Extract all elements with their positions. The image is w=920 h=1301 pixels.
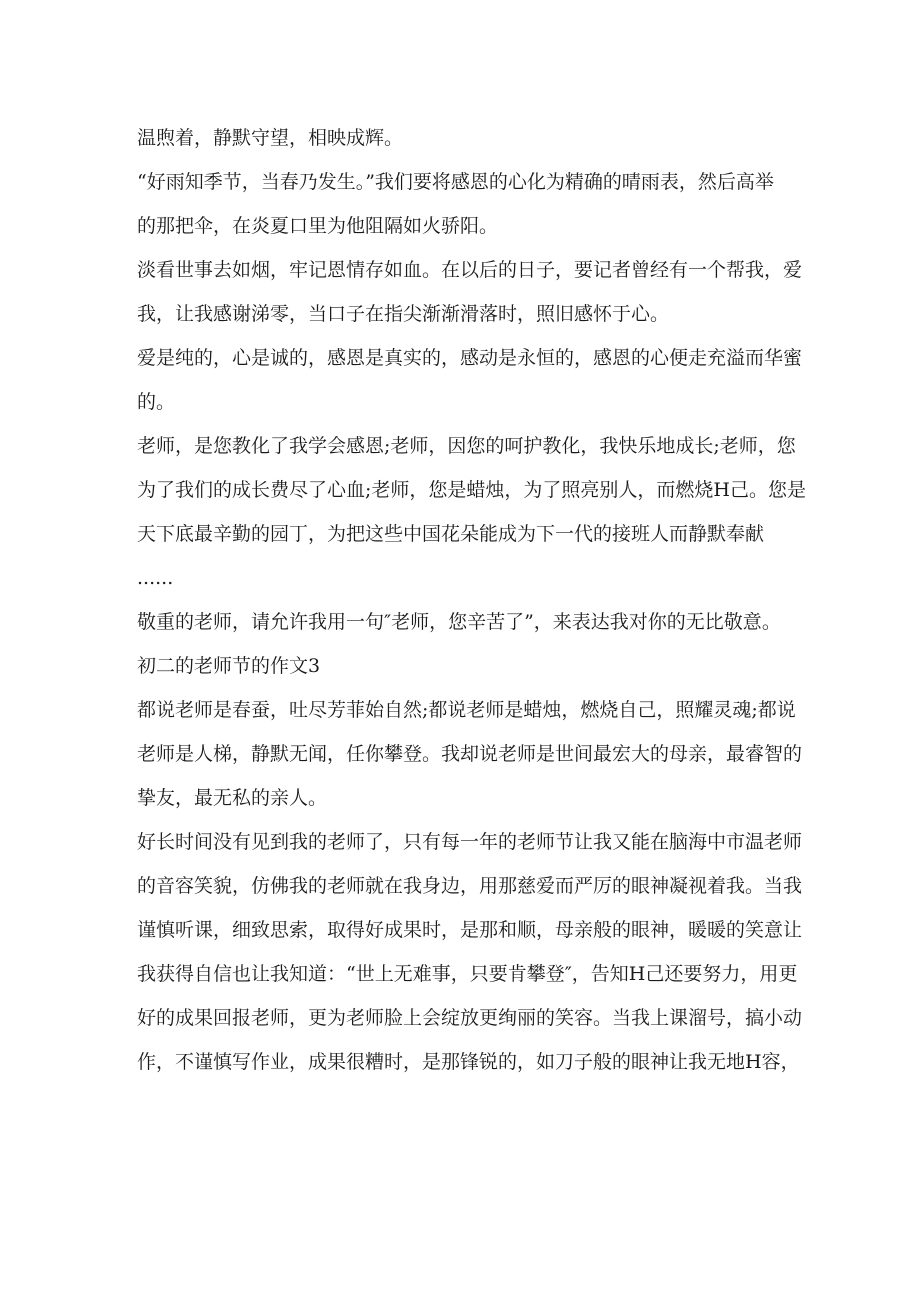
text-line: 谨慎听课，细致思索，取得好成果时，是那和顺，母亲般的眼神，暖暖的笑意让	[137, 919, 803, 941]
text-line: 我，让我感谢涕零，当口子在指尖渐渐滑落时，照旧感怀于心。	[137, 303, 670, 325]
paragraph-6	[137, 600, 797, 644]
text-line: 的音容笑貌，仿佛我的老师就在我身边，用那慈爱而严厉的眼神凝视着我。当我	[137, 875, 803, 897]
paragraph-8	[137, 688, 803, 820]
text-line: 好长时间没有见到我的老师了，只有每一年的老师节让我又能在脑海中市温老师	[137, 831, 803, 853]
paragraph-3	[137, 248, 803, 336]
document-body	[137, 116, 806, 1084]
text-line: 都说老师是春蚕，吐尽芳菲始自然;都说老师是蜡烛，燃烧自己，照耀灵魂;都说	[137, 699, 796, 721]
text-line: 老师，是您教化了我学会感恩;老师，因您的呵护教化，我快乐地成长;老师，您	[137, 435, 796, 457]
text-line: 老师是人梯，静默无闻，任你攀登。我却说老师是世间最宏大的母亲，最睿智的	[137, 743, 803, 765]
paragraph-4	[137, 336, 803, 424]
text-line: “好雨知季节，当春乃发生。”我们要将感恩的心化为精确的晴雨表，然后高举	[137, 171, 774, 193]
heading-text: 初二的老师节的作文3	[137, 655, 321, 677]
section-heading	[137, 644, 797, 688]
text-line: 天下底最辛勤的园丁，为把这些中国花朵能成为下一代的接班人而静默奉献	[137, 523, 765, 545]
text-line: ......	[137, 567, 174, 589]
paragraph-2	[137, 160, 797, 248]
text-line: 温煦着，静默守望，相映成辉。	[137, 127, 404, 149]
text-line: 为了我们的成长费尽了心血;老师，您是蜡烛，为了照亮别人，而燃烧H己。您是	[137, 479, 806, 501]
paragraph-5	[137, 424, 806, 600]
text-line: 好的成果回报老师，更为老师脸上会绽放更绚丽的笑容。当我上课溜号，搞小动	[137, 1007, 803, 1029]
text-line: 挚友，最无私的亲人。	[137, 787, 328, 809]
text-line: 我获得自信也让我知道：“世上无难事，只要肯攀登″，告知H己还要努力，用更	[137, 963, 798, 985]
text-line: 作，不谨慎写作业，成果很糟时，是那锋锐的，如刀子般的眼神让我无地H容，	[137, 1051, 800, 1073]
text-line: 敬重的老师，请允许我用一句″老师，您辛苦了”，来表达我对你的无比敬意。	[137, 611, 781, 633]
paragraph-1	[137, 116, 797, 160]
text-line: 淡看世事去如烟，牢记恩情存如血。在以后的日子，要记者曾经有一个帮我，爱	[137, 259, 803, 281]
text-line: 的那把伞，在炎夏口里为他阻隔如火骄阳。	[137, 215, 499, 237]
text-line: 爱是纯的，心是诚的，感恩是真实的，感动是永恒的，感恩的心便走充溢而华蜜	[137, 347, 803, 369]
text-line: 的。	[137, 391, 176, 413]
paragraph-9	[137, 820, 803, 1084]
